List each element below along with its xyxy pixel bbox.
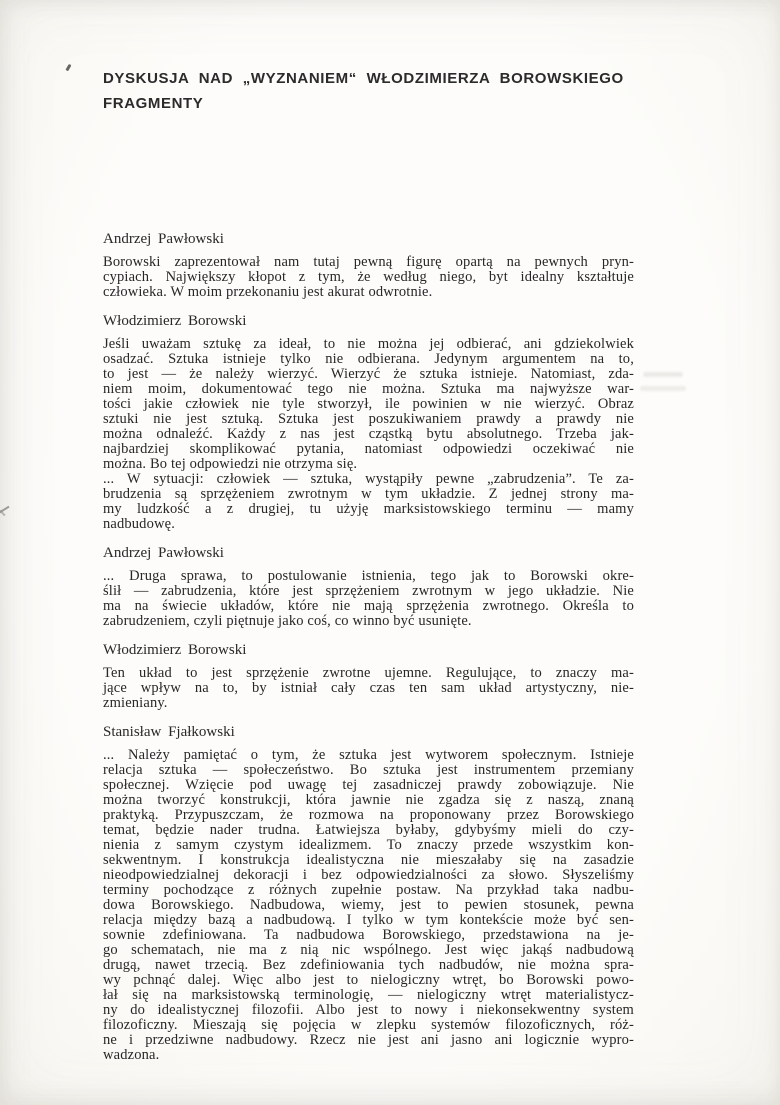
paragraph bbox=[103, 748, 634, 1063]
text-line: ... W sytuacji: człowiek — sztuka, wystąpiły pewne „zabrudzenia”. Te za- bbox=[103, 471, 634, 487]
text-line: Jeśli uważam sztukę za ideał, to nie można jej odbierać, ani gdziekolwiek bbox=[103, 336, 634, 352]
text-line: praktyką. Przypuszczam, że rozmowa na proponowany przez Borowskiego bbox=[103, 807, 634, 823]
text-line: niem moim, dokumentować tego nie można. Sztuka ma najwyższe war- bbox=[103, 381, 634, 397]
text-line: zabrudzeniem, czyli piętnuje jako coś, co winno być usunięte. bbox=[103, 613, 472, 629]
scan-smudge-artifact bbox=[640, 386, 686, 391]
document-title bbox=[103, 66, 634, 116]
text-line: zmieniany. bbox=[103, 695, 168, 711]
page-content bbox=[103, 66, 634, 1063]
text-line: nienia z samym czystym idealizmem. To znaczy przede wszystkim kon- bbox=[103, 837, 634, 853]
paragraph bbox=[103, 337, 634, 532]
paragraph bbox=[103, 666, 634, 711]
text-line: społecznej. Wzięcie pod uwagę tej zasadniczej prawdy zobowiązuje. Nie bbox=[103, 777, 634, 793]
text-line: terminy pochodzące z różnych zupełnie postaw. Na przykład taka nadbu- bbox=[103, 882, 634, 898]
ink-speck-artifact bbox=[65, 64, 71, 72]
text-line: można odnaleźć. Każdy z nas jest cząstką bytu absolutnego. Trzeba jak- bbox=[103, 426, 634, 442]
text-line: Ten układ to jest sprzężenie zwrotne ujemne. Regulujące, to znaczy ma- bbox=[103, 665, 634, 681]
text-line: wadzona. bbox=[103, 1047, 160, 1063]
text-line: ny do idealistycznej filozofii. Albo jest to nowy i niekonsekwentny system bbox=[103, 1002, 634, 1018]
speaker-name: Stanisław Fjałkowski bbox=[103, 724, 235, 740]
text-line: to jest — że należy wierzyć. Wierzyć że sztuka istnieje. Natomiast, zda- bbox=[103, 366, 634, 382]
document-title-line-1: DYSKUSJA NAD „WYZNANIEM“ WŁODZIMIERZA BOROWSKIEGO bbox=[103, 70, 624, 87]
text-line: drugą, nawet trzecią. Bez zdefiniowania tych nadbudów, nie można spra- bbox=[103, 957, 634, 973]
page-content-sections bbox=[103, 232, 634, 1063]
text-line: sekwentnym. I konstrukcja idealistyczna nie mieszałaby się na zasadzie bbox=[103, 852, 634, 868]
paragraph bbox=[103, 569, 634, 629]
text-line: wy pchnąć dalej. Więc albo jest to nielogiczny wtręt, bo Borowski powo- bbox=[103, 972, 634, 988]
text-line: brudzenia są sprzężeniem zwrotnym w tym układzie. Z jednej strony ma- bbox=[103, 486, 634, 502]
text-line: najbardziej skomplikować pytania, natomiast odpowiedzi oczekiwać nie bbox=[103, 441, 634, 457]
speaker-name: Włodzimierz Borowski bbox=[103, 313, 247, 329]
text-line: my ludzkość a z drugiej, tu użyję marksistowskiego terminu — mamy bbox=[103, 501, 634, 517]
document-title-line-2: FRAGMENTY bbox=[103, 95, 204, 112]
text-line: można tworzyć konstrukcji, która jawnie nie zgadza się z naszą, znaną bbox=[103, 792, 634, 808]
text-line: sztuki nie jest sztuką. Sztuka jest poszukiwaniem prawdy a prawdy nie bbox=[103, 411, 634, 427]
text-line: nadbudowę. bbox=[103, 516, 175, 532]
text-line: filozoficzny. Mieszają się pojęcia w zlepku systemów filozoficznych, róż- bbox=[103, 1017, 634, 1033]
text-line: ma na świecie układów, które nie mają sprzężenia zwrotnego. Określa to bbox=[103, 598, 634, 614]
text-line: tości jakie człowiek nie tyle stworzył, ile powinien w nie wierzyć. Obraz bbox=[103, 396, 634, 412]
text-line: relacja sztuka — społeczeństwo. Bo sztuka jest instrumentem przemiany bbox=[103, 762, 634, 778]
text-line: go schematach, nie ma z nią nic wspólnego. Jest więc jakąś nadbudową bbox=[103, 942, 634, 958]
text-line: Borowski zaprezentował nam tutaj pewną figurę opartą na pewnych pryn- bbox=[103, 254, 634, 270]
text-line: ne i przedziwne nadbudowy. Rzecz nie jest ani jasno ani logicznie wypro- bbox=[103, 1032, 634, 1048]
speaker-name: Andrzej Pawłowski bbox=[103, 545, 224, 561]
paragraph bbox=[103, 255, 634, 300]
text-line: jące wpływ na to, by istniał cały czas ten sam układ artystyczny, nie- bbox=[103, 680, 634, 696]
text-line: dowa Borowskiego. Nadbudowa, wiemy, jest to pewien stosunek, pewna bbox=[103, 897, 634, 913]
text-line: łał się na marksistowską terminologię, — nielogiczny wtręt materialistycz- bbox=[103, 987, 634, 1003]
text-line: temat, będzie nader trudna. Łatwiejsza byłaby, gdybyśmy mieli do czy- bbox=[103, 822, 634, 838]
scan-smudge-artifact bbox=[643, 372, 683, 377]
text-line: sownie zdefiniowana. Ta nadbudowa Borowskiego, przedstawiona na je- bbox=[103, 927, 634, 943]
speaker-name: Andrzej Pawłowski bbox=[103, 231, 224, 247]
text-line: nieodpowiedzialnej dekoracji i bez odpowiedzialności za słowo. Słyszeliśmy bbox=[103, 867, 634, 883]
text-line: ślił — zabrudzenia, które jest sprzężeniem zwrotnym w jego układzie. Nie bbox=[103, 583, 634, 599]
text-line: człowieka. W moim przekonaniu jest akurat odwrotnie. bbox=[103, 284, 433, 300]
text-line: można. Bo tej odpowiedzi nie otrzyma się. bbox=[103, 456, 358, 472]
text-line: ... Druga sprawa, to postulowanie istnienia, tego jak to Borowski okre- bbox=[103, 568, 634, 584]
text-line: ... Należy pamiętać o tym, że sztuka jest wytworem społecznym. Istnieje bbox=[103, 747, 634, 763]
speaker-name: Włodzimierz Borowski bbox=[103, 642, 247, 658]
text-line: relacja między bazą a nadbudową. I tylko w tym kontekście może być sen- bbox=[103, 912, 634, 928]
text-line: osadzać. Sztuka istnieje tylko nie odbierana. Jedynym argumentem na to, bbox=[103, 351, 634, 367]
text-line: cypiach. Największy kłopot z tym, że według niego, byt idealny kształtuje bbox=[103, 269, 634, 285]
